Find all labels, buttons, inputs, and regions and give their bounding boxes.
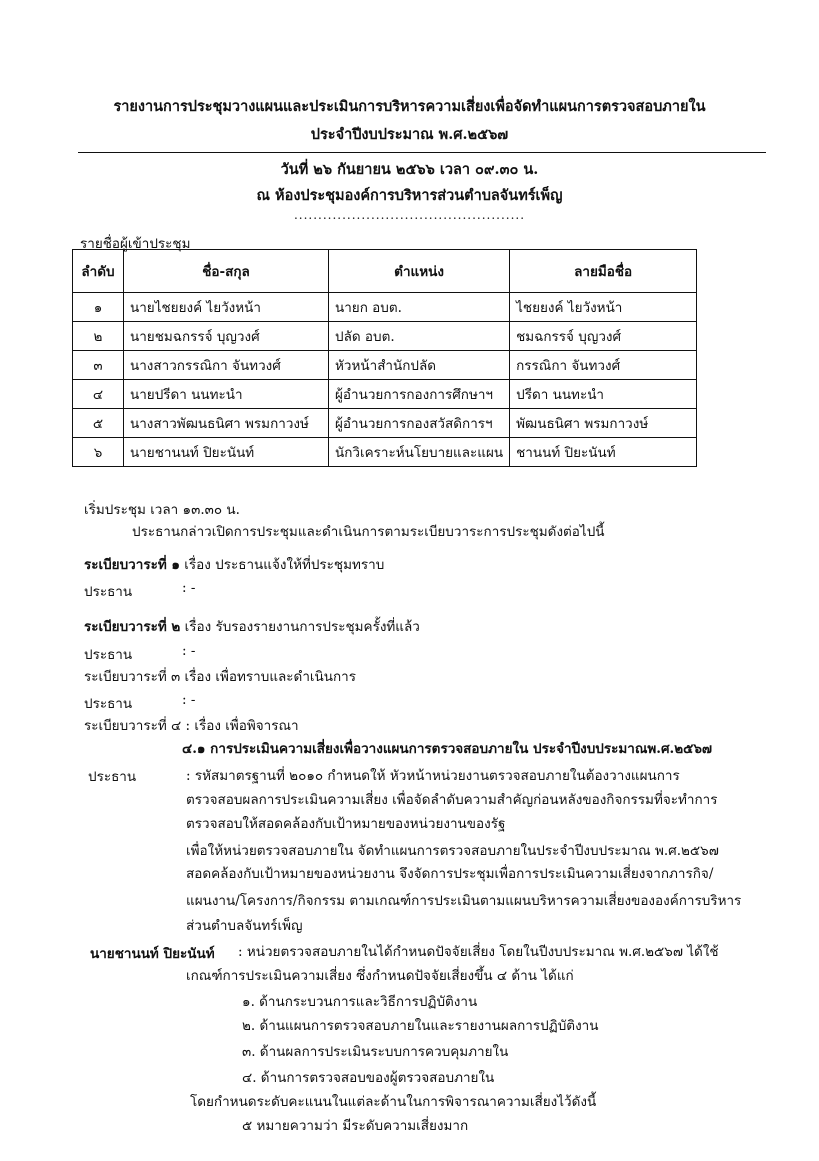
agenda-item-4-1: ๔.๑ การประเมินความเสี่ยงเพื่อวางแผนการตรวจสอบภายใน ประจำปีงบประมาณพ.ศ.๒๕๖๗ (182, 741, 713, 757)
table-row (73, 351, 697, 380)
agenda-2-topic: เรื่อง รับรองรายงานการประชุมครั้งที่แล้ว (184, 619, 420, 635)
chair-paragraph-label: ประธาน (88, 769, 137, 785)
attendee-signature: ชมฉกรรจ์ บุญวงศ์ (510, 322, 697, 351)
agenda-1-label: ระเบียบวาระที่ ๑ (84, 557, 180, 573)
risk-factor-item: ๓. ด้านผลการประเมินระบบการควบคุมภายใน (242, 1044, 509, 1060)
attendee-signature: กรรณิกา จันทวงศ์ (510, 351, 697, 380)
agenda-1 (84, 553, 384, 575)
table-row (73, 438, 697, 467)
speaker-paragraph-line: : หน่วยตรวจสอบภายในได้กำหนดปัจจัยเสี่ยง โดยในปีงบประมาณ พ.ศ.๒๕๖๗ ได้ใช้ (238, 944, 719, 960)
row-number: ๖ (73, 438, 124, 467)
agenda-3-chair-label: ประธาน (84, 696, 133, 712)
meeting-venue: ณ ห้องประชุมองค์การบริหารส่วนตำบลจันทร์เพ็ญ (256, 187, 563, 204)
attendee-name: นายชมฉกรรจ์ บุญวงศ์ (124, 322, 329, 351)
row-number: ๓ (73, 351, 124, 380)
opening-statement: ประธานกล่าวเปิดการประชุมและดำเนินการตามระเบียบวาระการประชุมดังต่อไปนี้ (132, 524, 605, 540)
header-divider (78, 152, 766, 153)
chair-paragraph-line: ส่วนตำบลจันทร์เพ็ญ (186, 918, 303, 934)
meeting-date: วันที่ ๒๖ กันยายน ๒๕๖๖ เวลา ๐๙.๓๐ น. (280, 161, 539, 178)
report-title-line2: ประจำปีงบประมาณ พ.ศ.๒๕๖๗ (310, 126, 509, 143)
attendee-signature: ไชยยงค์ ไยวังหน้า (510, 293, 697, 322)
agenda-1-topic: เรื่อง ประธานแจ้งให้ที่ประชุมทราบ (184, 557, 385, 573)
row-number: ๔ (73, 380, 124, 409)
table-row (73, 380, 697, 409)
chair-paragraph-line: แผนงาน/โครงการ/กิจกรรม ตามเกณฑ์การประเมินตามแผนบริหารความเสี่ยงขององค์การบริหาร (186, 893, 742, 909)
attendee-signature: ชานนท์ ปิยะนันท์ (510, 438, 697, 467)
attendee-name: นายไชยยงค์ ไยวังหน้า (124, 293, 329, 322)
column-header-name: ชื่อ-สกุล (124, 250, 329, 293)
attendee-name: นางสาวกรรณิกา จันทวงศ์ (124, 351, 329, 380)
agenda-3-label: ระเบียบวาระที่ ๓ (84, 669, 181, 685)
attendee-position: ผู้อำนวยการกองการศึกษาฯ (329, 380, 510, 409)
risk-factor-item: ๔. ด้านการตรวจสอบของผู้ตรวจสอบภายใน (242, 1070, 495, 1086)
agenda-2 (84, 615, 420, 637)
chair-paragraph-line: เพื่อให้หน่วยตรวจสอบภายใน จัดทำแผนการตรวจสอบภายในประจำปีงบประมาณ พ.ศ.๒๕๖๗ (186, 843, 719, 859)
table-row (73, 293, 697, 322)
attendee-signature: ปรีดา นนทะนำ (510, 380, 697, 409)
attendee-position: นักวิเคราะห์นโยบายและแผน (329, 438, 510, 467)
score-level-5: ๕ หมายความว่า มีระดับความเสี่ยงมาก (242, 1118, 469, 1134)
agenda-3-topic: เรื่อง เพื่อทราบและดำเนินการ (184, 669, 356, 685)
attendee-caption: รายชื่อผู้เข้าประชุม (80, 236, 191, 252)
attendee-position: ปลัด อบต. (329, 322, 510, 351)
table-row (73, 322, 697, 351)
dotted-separator: ................................................ (293, 208, 526, 222)
risk-factor-item: ๒. ด้านแผนการตรวจสอบภายในและรายงานผลการปฏิบัติงาน (242, 1018, 599, 1034)
column-header-signature: ลายมือชื่อ (510, 250, 697, 293)
row-number: ๒ (73, 322, 124, 351)
column-header-position: ตำแหน่ง (329, 250, 510, 293)
agenda-4-label: ระเบียบวาระที่ ๔ (84, 718, 182, 734)
attendee-position: นายก อบต. (329, 293, 510, 322)
speaker-paragraph-line: เกณฑ์การประเมินความเสี่ยง ซึ่งกำหนดปัจจัยเสี่ยงขึ้น ๔ ด้าน ได้แก่ (186, 968, 574, 984)
risk-factor-item: ๑. ด้านกระบวนการและวิธีการปฏิบัติงาน (242, 994, 478, 1010)
agenda-4 (84, 714, 299, 736)
row-number: ๕ (73, 409, 124, 438)
agenda-1-chair-label: ประธาน (84, 584, 133, 600)
chair-paragraph-line: : รหัสมาตรฐานที่ ๒๐๑๐ กำหนดให้ หัวหน้าหน่วยงานตรวจสอบภายในต้องวางแผนการ (186, 768, 680, 784)
attendee-table (72, 249, 697, 467)
attendee-name: นายปรีดา นนทะนำ (124, 380, 329, 409)
agenda-2-chair-label: ประธาน (84, 647, 133, 663)
attendee-position: ผู้อำนวยการกองสวัสดิการฯ (329, 409, 510, 438)
meeting-start-time: เริ่มประชุม เวลา ๑๓.๓๐ น. (84, 502, 240, 518)
column-header-number: ลำดับ (73, 250, 124, 293)
agenda-1-chair-value: : - (182, 580, 196, 596)
scoring-intro: โดยกำหนดระดับคะแนนในแต่ละด้านในการพิจารณาความเสี่ยงไว้ดังนี้ (190, 1094, 597, 1110)
chair-paragraph-line: สอดคล้องกับเป้าหมายของหน่วยงาน จึงจัดการประชุมเพื่อการประเมินความเสี่ยงจากภารกิจ/ (186, 866, 714, 882)
attendee-signature: พัฒนธนิศา พรมกาวงษ์ (510, 409, 697, 438)
agenda-3-chair-value: : - (182, 692, 196, 708)
agenda-4-topic: : เรื่อง เพื่อพิจารณา (185, 718, 299, 734)
chair-paragraph-line: ตรวจสอบให้สอดคล้องกับเป้าหมายของหน่วยงานของรัฐ (186, 816, 506, 832)
agenda-3 (84, 665, 356, 687)
attendee-position: หัวหน้าสำนักปลัด (329, 351, 510, 380)
chair-paragraph-line: ตรวจสอบผลการประเมินความเสี่ยง เพื่อจัดลำดับความสำคัญก่อนหลังของกิจกรรมที่จะทำการ (186, 792, 718, 808)
attendee-name: นางสาวพัฒนธนิศา พรมกาวงษ์ (124, 409, 329, 438)
agenda-2-chair-value: : - (182, 643, 196, 659)
row-number: ๑ (73, 293, 124, 322)
attendee-name: นายชานนท์ ปิยะนันท์ (124, 438, 329, 467)
speaker-label: นายชานนท์ ปิยะนันท์ (90, 946, 215, 962)
report-title-line1: รายงานการประชุมวางแผนและประเมินการบริหารความเสี่ยงเพื่อจัดทำแผนการตรวจสอบภายใน (113, 98, 706, 115)
table-row (73, 409, 697, 438)
agenda-2-label: ระเบียบวาระที่ ๒ (84, 619, 181, 635)
